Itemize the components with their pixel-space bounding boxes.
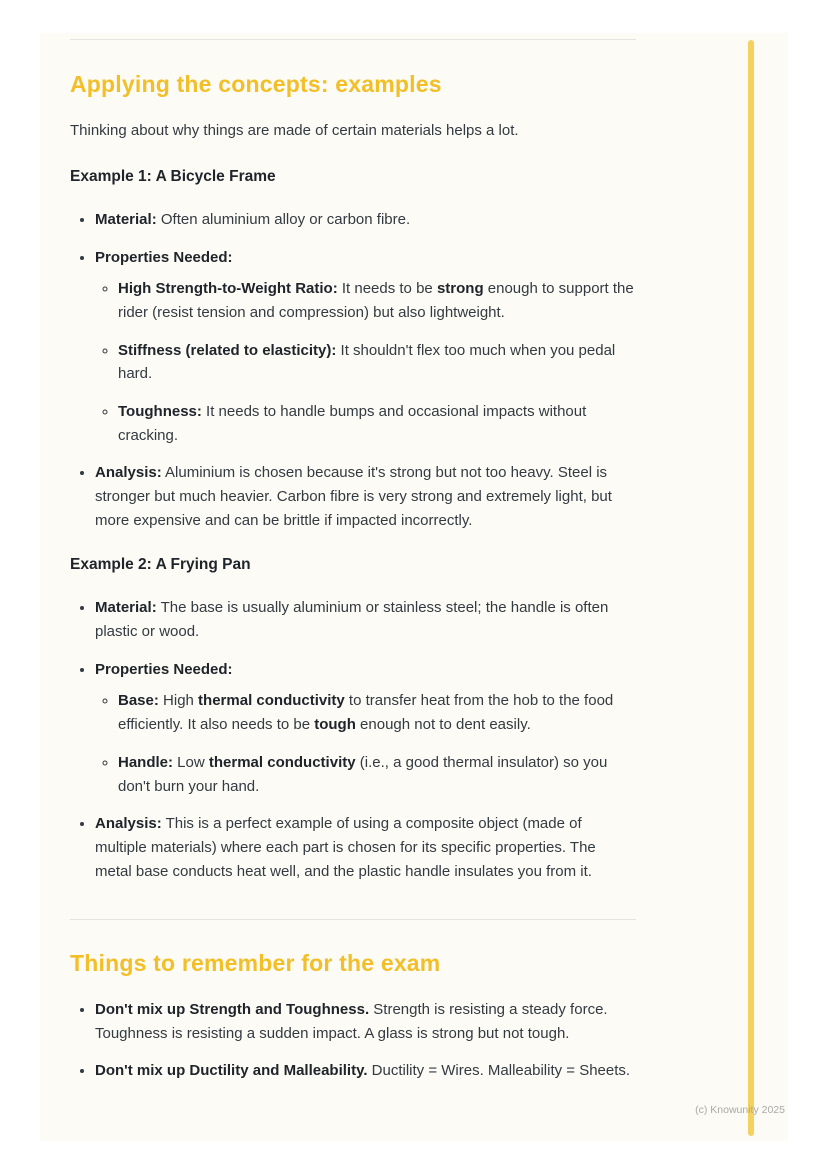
accent-bar [748,40,754,1136]
example1-properties-list [95,277,636,447]
list-item-stiffness: ◦ Stiffness (related to elasticity): It shouldn't flex too much when you pedal hard. [118,339,636,386]
list-item-handle: ◦ Handle: Low thermal conductivity (i.e., a good thermal insulator) so you don't burn your hand. [118,751,636,798]
list-item-toughness: ◦ Toughness: It needs to handle bumps and occasional impacts without cracking. [118,400,636,447]
list-item-material: • Material: Often aluminium alloy or carbon fibre. [95,208,636,232]
example1-list [70,208,636,533]
top-divider [70,39,636,40]
example2-list [70,596,636,883]
list-item-base: ◦ Base: High thermal conductivity to transfer heat from the hob to the food efficiently. It also needs to be tough enough not to dent easily. [118,689,636,736]
list-item-analysis: • Analysis: Aluminium is chosen because it's strong but not too heavy. Steel is stronger but much heavier. Carbon fibre is very strong and extremely light, but more expensive and can be brittle if impacted incorrectly. [95,461,636,532]
watermark: (c) Knowunity 2025 [695,1104,785,1116]
example2-properties-list [95,689,636,798]
document-card [40,33,788,1141]
list-item-analysis: • Analysis: This is a perfect example of using a composite object (made of multiple materials) where each part is chosen for its specific properties. The metal base conducts heat well, and the plastic handle insulates you from it. [95,812,636,883]
properties-label: Properties Needed: [95,248,233,266]
document-content [70,39,636,1107]
intro-paragraph: Thinking about why things are made of certain materials helps a lot. [70,121,519,139]
list-item-ductility-vs-malleability: • Don't mix up Ductility and Malleability. Ductility = Wires. Malleability = Sheets. [95,1059,636,1083]
section-title-applying-concepts: Applying the concepts: examples [70,71,442,97]
example1-heading: Example 1: A Bicycle Frame [70,167,276,185]
list-item-strength-vs-toughness: • Don't mix up Strength and Toughness. Strength is resisting a steady force. Toughness is resisting a sudden impact. A glass is strong but not tough. [95,998,636,1045]
section-title-exam-tips: Things to remember for the exam [70,950,441,977]
list-item-material: • Material: The base is usually aluminium or stainless steel; the handle is often plastic or wood. [95,596,636,643]
list-item-strength-to-weight: ◦ High Strength-to-Weight Ratio: It needs to be strong enough to support the rider (resist tension and compression) but also lightweight. [118,277,636,324]
list-item-properties [95,246,636,448]
exam-tips-list [70,998,636,1083]
list-item-properties [95,658,636,798]
properties-label: Properties Needed: [95,660,233,678]
section-divider [70,919,636,920]
example2-heading: Example 2: A Frying Pan [70,556,251,574]
